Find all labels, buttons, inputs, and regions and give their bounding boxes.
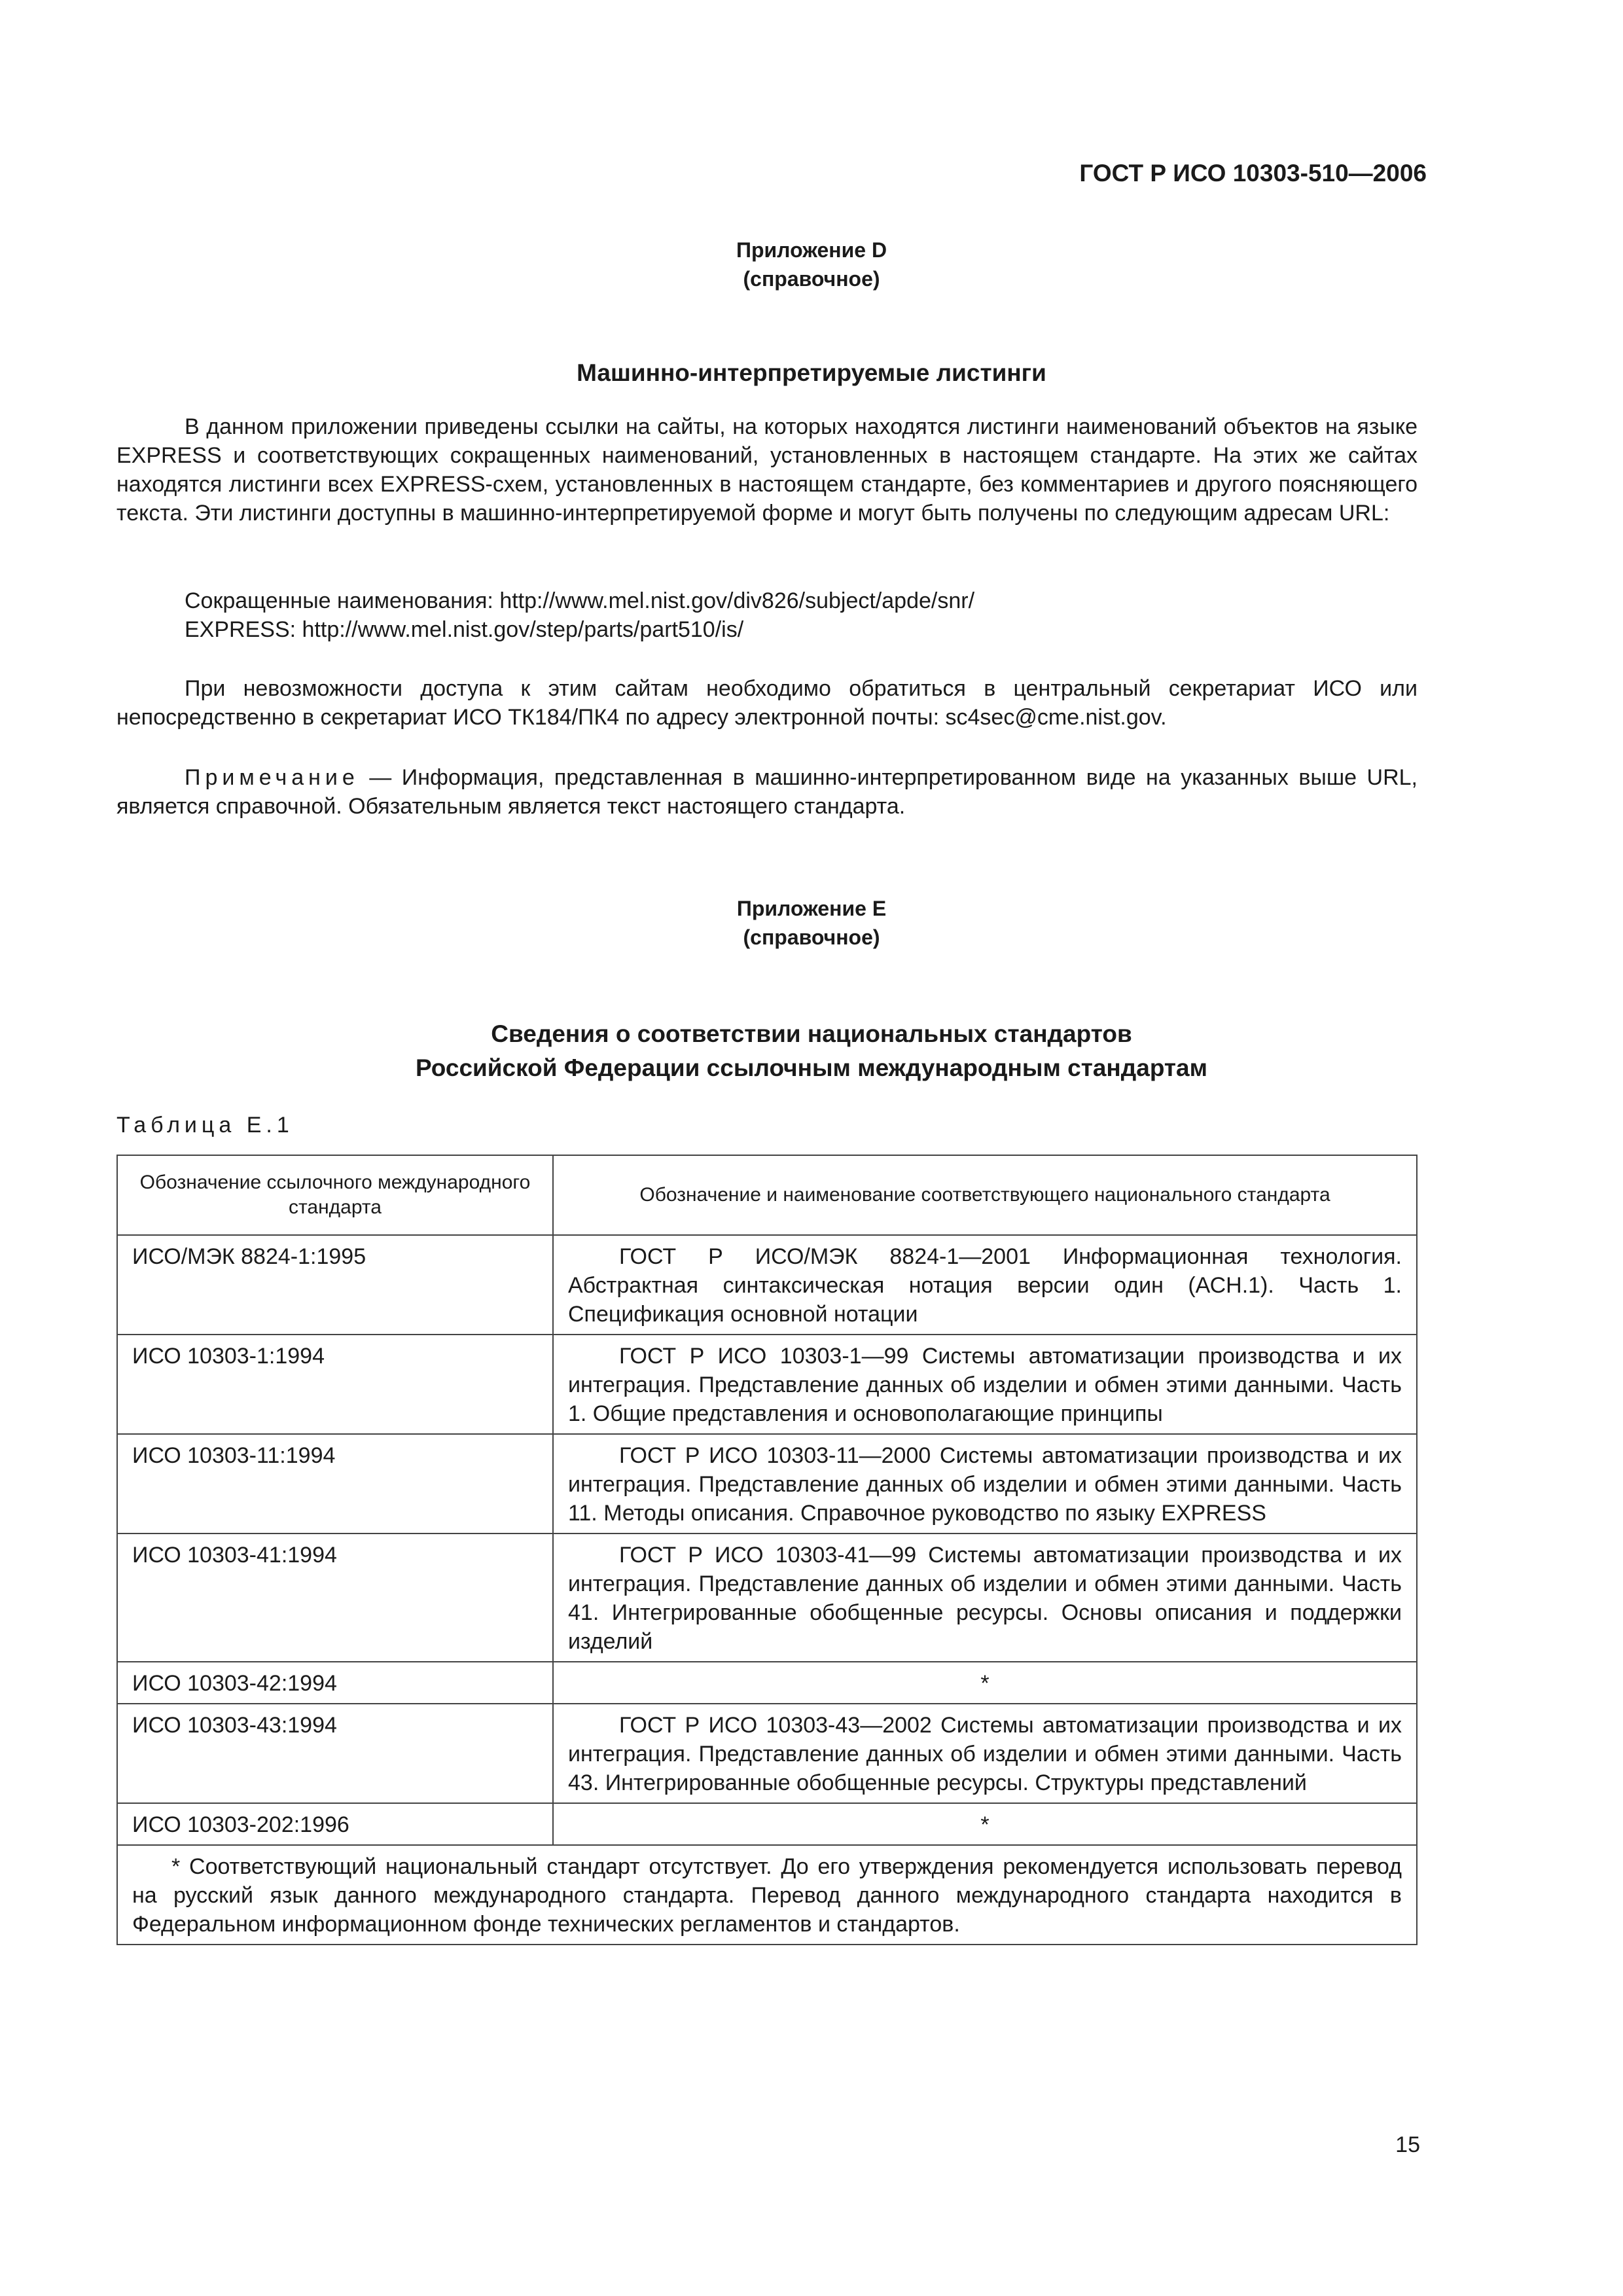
national-standard-cell bbox=[553, 1434, 1417, 1534]
table-footnote-text: * Соответствующий национальный стандарт отсутствует. До его утверждения рекомендуется использовать перевод на русский язык данного международного стандарта. Перевод данного международного стандарта находится в Федеральном информационном фонде технических регламентов и стандартов. bbox=[132, 1854, 1402, 1937]
intl-standard-cell: ИСО 10303-202:1996 bbox=[117, 1803, 553, 1845]
intl-standard-cell: ИСО/МЭК 8824-1:1995 bbox=[117, 1235, 553, 1335]
annex-d-kind: (справочное) bbox=[743, 267, 880, 291]
header-national-standard: Обозначение и наименование соответствующего национального стандарта bbox=[553, 1155, 1417, 1235]
table-header-row bbox=[117, 1155, 1417, 1235]
national-standard-text: ГОСТ Р ИСО 10303-11—2000 Системы автоматизации производства и их интеграция. Представление данных об изделии и обмен этими данными. Часть 11. Методы описания. Справочное руководство по языку EXPRESS bbox=[568, 1443, 1402, 1526]
url-short-names: Сокращенные наименования: http://www.mel.nist.gov/div826/subject/apde/snr/ bbox=[185, 588, 975, 613]
intl-standard-cell: ИСО 10303-42:1994 bbox=[117, 1662, 553, 1704]
page-number: 15 bbox=[1395, 2132, 1420, 2157]
annex-e-title bbox=[0, 1017, 1623, 1085]
table-row bbox=[117, 1235, 1417, 1335]
annex-e-title-line-2: Российской Федерации ссылочным международным стандартам bbox=[416, 1054, 1207, 1081]
note-paragraph bbox=[116, 763, 1418, 821]
national-standard-cell bbox=[553, 1235, 1417, 1335]
annex-d-note bbox=[116, 763, 1418, 821]
national-standard-text: ГОСТ Р ИСО 10303-41—99 Системы автоматизации производства и их интеграция. Представление данных об изделии и обмен этими данными. Часть 41. Интегрированные обобщенные ресурсы. Основы описания и поддержки изделий bbox=[568, 1543, 1402, 1654]
national-standard-text: ГОСТ Р ИСО 10303-1—99 Системы автоматизации производства и их интеграция. Представление данных об изделии и обмен этими данными. Часть 1. Общие представления и основополагающие принципы bbox=[568, 1344, 1402, 1426]
annex-d-paragraph-2: При невозможности доступа к этим сайтам необходимо обратиться в центральный секретариат ИСО или непосредственно в секретариат ИСО ТК184/ПК4 по адресу электронной почты: sc4sec@cme.nist.gov. bbox=[116, 676, 1418, 730]
annex-d-label: Приложение D bbox=[736, 238, 887, 262]
table-label: Таблица Е.1 bbox=[116, 1113, 294, 1138]
national-standard-text: ГОСТ Р ИСО 10303-43—2002 Системы автоматизации производства и их интеграция. Представление данных об изделии и обмен этими данными. Часть 43. Интегрированные обобщенные ресурсы. Структуры представлений bbox=[568, 1713, 1402, 1795]
annex-e-title-line-1: Сведения о соответствии национальных стандартов bbox=[491, 1020, 1132, 1047]
table-row bbox=[117, 1662, 1417, 1704]
table-row bbox=[117, 1335, 1417, 1434]
document-code: ГОСТ Р ИСО 10303-510—2006 bbox=[1079, 160, 1427, 187]
intl-standard-cell: ИСО 10303-41:1994 bbox=[117, 1534, 553, 1662]
table-row bbox=[117, 1434, 1417, 1534]
intl-standard-cell: ИСО 10303-1:1994 bbox=[117, 1335, 553, 1434]
url-express: EXPRESS: http://www.mel.nist.gov/step/parts/part510/is/ bbox=[185, 617, 744, 642]
annex-e-label: Приложение Е bbox=[736, 897, 887, 920]
correspondence-table bbox=[116, 1155, 1418, 1945]
national-standard-absent-cell: * bbox=[553, 1662, 1417, 1704]
annex-d-paragraph-1: В данном приложении приведены ссылки на сайты, на которых находятся листинги наименований объектов на языке EXPRESS и соответствующих сокращенных наименований, установленных в настоящем стандарте. На этих же сайтах находятся листинги всех EXPRESS-схем, установленных в настоящем стандарте, без комментариев и другого поясняющего текста. Эти листинги доступны в машинно-интерпретируемой форме и могут быть получены по следующим адресам URL: bbox=[116, 414, 1418, 526]
header-international-standard: Обозначение ссылочного международного стандарта bbox=[117, 1155, 553, 1235]
table-footnote-row bbox=[117, 1845, 1417, 1945]
table-row bbox=[117, 1704, 1417, 1803]
note-text: — Информация, представленная в машинно-интерпретированном виде на указанных выше URL, является справочной. Обязательным является текст настоящего стандарта. bbox=[116, 765, 1418, 819]
national-standard-cell bbox=[553, 1335, 1417, 1434]
table-row bbox=[117, 1803, 1417, 1845]
table-row bbox=[117, 1534, 1417, 1662]
national-standard-cell bbox=[553, 1534, 1417, 1662]
national-standard-absent-cell: * bbox=[553, 1803, 1417, 1845]
annex-e-heading bbox=[0, 894, 1623, 952]
annex-e-kind: (справочное) bbox=[743, 925, 880, 949]
annex-d-heading bbox=[0, 236, 1623, 293]
annex-d-title: Машинно-интерпретируемые листинги bbox=[577, 359, 1046, 386]
note-label: Примечание bbox=[185, 765, 359, 790]
national-standard-cell bbox=[553, 1704, 1417, 1803]
table-footnote bbox=[117, 1845, 1417, 1945]
intl-standard-cell: ИСО 10303-43:1994 bbox=[117, 1704, 553, 1803]
url-list bbox=[185, 586, 974, 644]
annex-d-contact bbox=[116, 674, 1418, 732]
national-standard-text: ГОСТ Р ИСО/МЭК 8824-1—2001 Информационная технология. Абстрактная синтаксическая нотация версии один (АСН.1). Часть 1. Спецификация основной нотации bbox=[568, 1244, 1402, 1327]
annex-d-intro bbox=[116, 412, 1418, 528]
intl-standard-cell: ИСО 10303-11:1994 bbox=[117, 1434, 553, 1534]
